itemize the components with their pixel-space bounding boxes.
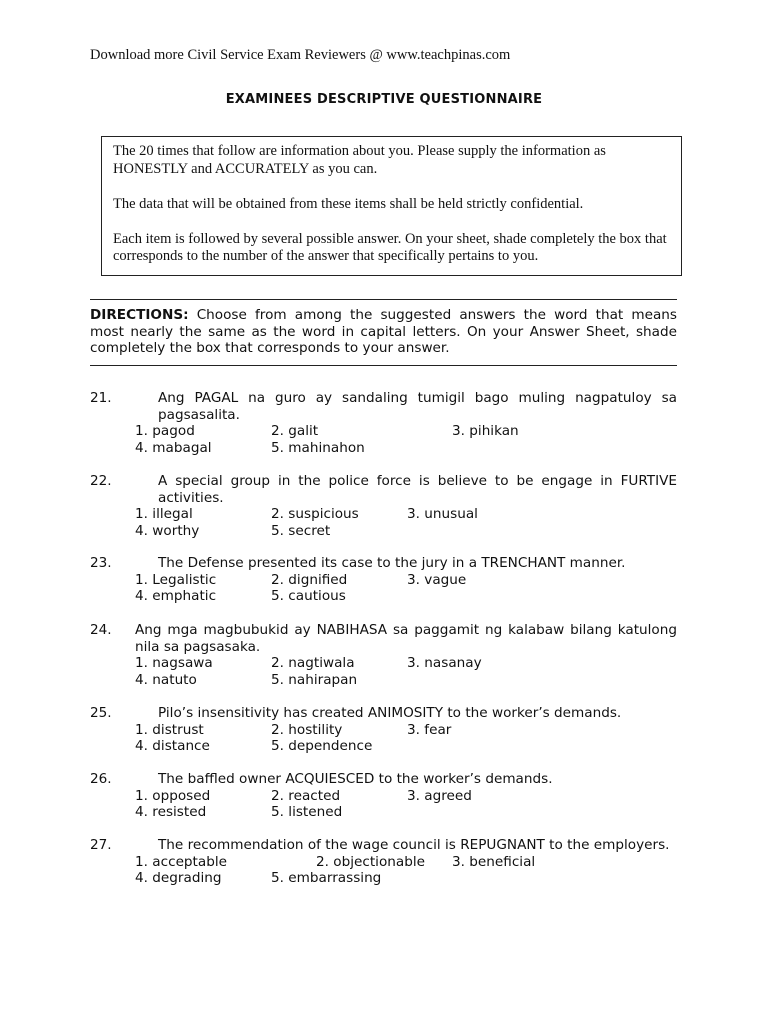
question-number: 21.: [90, 390, 112, 406]
option-4: 4. distance: [135, 738, 210, 754]
option-4: 4. emphatic: [135, 588, 217, 604]
question-number: 25.: [90, 705, 112, 721]
question-number: 22.: [90, 473, 112, 489]
options: [90, 655, 677, 688]
option-2: 2. nagtiwala: [271, 655, 355, 671]
option-4: 4. mabagal: [135, 439, 212, 456]
info-paragraph-3: Each item is followed by several possible answer. On your sheet, shade completely the box that corresponds to the number of the answer that specifically pertains to you.: [113, 230, 667, 264]
options: [90, 572, 677, 605]
question-21: [90, 390, 677, 456]
question-number: 24.: [90, 622, 112, 638]
question-text: A special group in the police force is believe to be engage in FURTIVE activities.: [158, 473, 677, 506]
question-number: 23.: [90, 555, 112, 571]
directions-text: Choose from among the suggested answers the word that means most nearly the same as the word in capital letters. On your Answer Sheet, shade completely the box that corresponds to your answer.: [90, 307, 677, 356]
question-26: [90, 771, 677, 821]
question-text: Ang mga magbubukid ay NABIHASA sa paggamit ng kalabaw bilang katulong nila sa pagsasaka.: [135, 622, 677, 655]
question-25: [90, 705, 677, 755]
directions: [90, 307, 677, 357]
info-paragraph-2: The data that will be obtained from these items shall be held strictly confidential.: [113, 195, 584, 212]
page-title: EXAMINEES DESCRIPTIVE QUESTIONNAIRE: [225, 92, 543, 107]
options: [90, 506, 677, 539]
option-5: 5. dependence: [271, 738, 373, 754]
question-22: [90, 473, 677, 539]
option-3: 3. unusual: [407, 506, 478, 522]
option-5: 5. embarrassing: [271, 870, 382, 886]
option-1: 1. opposed: [135, 787, 211, 804]
option-3: 3. nasanay: [407, 655, 482, 671]
option-3: 3. fear: [407, 721, 452, 738]
option-4: 4. worthy: [135, 522, 200, 539]
question-number: 26.: [90, 771, 112, 787]
question-23: [90, 555, 677, 605]
option-2: 2. reacted: [271, 787, 341, 804]
option-5: 5. listened: [271, 804, 343, 820]
option-5: 5. cautious: [271, 588, 346, 604]
divider-top: [90, 299, 677, 300]
option-5: 5. nahirapan: [271, 671, 358, 688]
option-2: 2. dignified: [271, 571, 348, 588]
option-3: 3. pihikan: [452, 423, 519, 439]
info-box: [101, 136, 682, 276]
option-3: 3. vague: [407, 571, 467, 588]
question-27: [90, 837, 677, 887]
question-text: The Defense presented its case to the jury in a TRENCHANT manner.: [158, 555, 626, 571]
option-1: 1. pagod: [135, 423, 195, 439]
option-1: 1. distrust: [135, 721, 204, 738]
option-4: 4. degrading: [135, 870, 222, 886]
options: [90, 854, 677, 887]
source-line[interactable]: Download more Civil Service Exam Reviewers @ www.teachpinas.com: [90, 47, 511, 63]
directions-label: DIRECTIONS:: [90, 307, 189, 323]
info-paragraph-1: The 20 times that follow are information about you. Please supply the information as HONESTLY and ACCURATELY as you can.: [113, 143, 606, 177]
question-24: [90, 622, 677, 688]
option-1: 1. Legalistic: [135, 571, 217, 588]
options: [90, 423, 677, 456]
question-text: Pilo’s insensitivity has created ANIMOSITY to the worker’s demands.: [158, 705, 622, 721]
option-5: 5. secret: [271, 522, 331, 539]
option-1: 1. acceptable: [135, 853, 227, 870]
options: [90, 722, 677, 755]
option-4: 4. resisted: [135, 804, 207, 820]
options: [90, 788, 677, 821]
option-2: 2. objectionable: [316, 853, 425, 870]
question-text: Ang PAGAL na guro ay sandaling tumigil bago muling nagpatuloy sa pagsasalita.: [158, 390, 677, 423]
option-3: 3. agreed: [407, 787, 472, 804]
divider-bottom: [90, 365, 677, 366]
option-1: 1. illegal: [135, 506, 193, 522]
option-4: 4. natuto: [135, 671, 197, 688]
question-text: The recommendation of the wage council is REPUGNANT to the employers.: [158, 837, 670, 853]
option-2: 2. hostility: [271, 721, 343, 738]
option-1: 1. nagsawa: [135, 655, 213, 671]
option-2: 2. galit: [271, 423, 319, 439]
option-3: 3. beneficial: [452, 853, 536, 870]
option-5: 5. mahinahon: [271, 439, 365, 456]
question-number: 27.: [90, 837, 112, 853]
option-2: 2. suspicious: [271, 506, 359, 522]
question-text: The baffled owner ACQUIESCED to the worker’s demands.: [158, 771, 553, 787]
